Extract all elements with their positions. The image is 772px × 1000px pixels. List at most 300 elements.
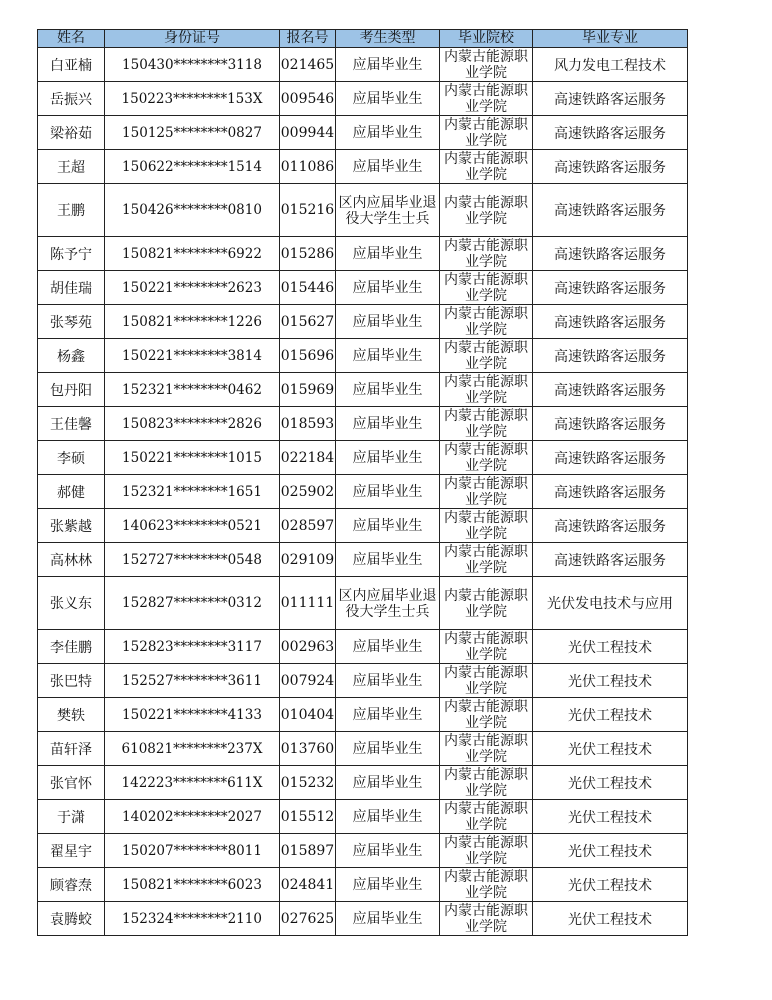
cell-name (38, 800, 105, 834)
cell-name (38, 509, 105, 543)
cell-major-text: 高速铁路客运服务 (554, 91, 666, 108)
cell-name (38, 271, 105, 305)
cell-major-text: 高速铁路客运服务 (554, 484, 666, 501)
cell-major (533, 150, 688, 184)
cell-registration-number (280, 82, 336, 116)
cell-candidate-type (336, 543, 440, 577)
student-roster-table (37, 29, 688, 936)
cell-registration-number-text: 015512 (280, 808, 335, 825)
cell-registration-number-text: 011111 (280, 595, 335, 611)
cell-id-number (105, 150, 280, 184)
cell-school (440, 373, 533, 407)
cell-name-text: 岳振兴 (50, 91, 92, 108)
cell-registration-number-text: 015446 (280, 279, 335, 296)
cell-registration-number (280, 902, 336, 936)
cell-name (38, 373, 105, 407)
cell-name (38, 902, 105, 936)
cell-name (38, 237, 105, 271)
cell-school (440, 732, 533, 766)
cell-id-number-text: 150221********4133 (122, 706, 262, 723)
cell-school (440, 868, 533, 902)
cell-id-number (105, 48, 280, 82)
cell-registration-number-text: 029109 (280, 551, 335, 568)
cell-school-text: 内蒙古能源职业学院 (444, 767, 528, 799)
cell-id-number-text: 150430********3118 (122, 56, 262, 73)
cell-name (38, 150, 105, 184)
cell-school-text: 内蒙古能源职业学院 (444, 903, 528, 935)
cell-name-text: 李佳鹏 (50, 639, 92, 656)
cell-candidate-type (336, 868, 440, 902)
cell-name (38, 339, 105, 373)
cell-major (533, 116, 688, 150)
cell-name-text: 袁腾蛟 (50, 911, 92, 928)
cell-school (440, 407, 533, 441)
table-row (38, 82, 688, 116)
cell-name-text: 张紫越 (50, 518, 92, 535)
cell-registration-number-text: 022184 (280, 449, 335, 466)
cell-major-text: 光伏工程技术 (568, 707, 652, 724)
cell-registration-number (280, 834, 336, 868)
cell-major (533, 902, 688, 936)
cell-candidate-type (336, 305, 440, 339)
cell-id-number-text: 150823********2826 (122, 415, 262, 432)
cell-id-number (105, 305, 280, 339)
cell-registration-number-text: 027625 (280, 910, 335, 927)
cell-school-text: 内蒙古能源职业学院 (444, 587, 528, 620)
cell-school (440, 305, 533, 339)
table-row (38, 732, 688, 766)
table-header-row (38, 30, 688, 48)
cell-id-number (105, 116, 280, 150)
cell-id-number-text: 152321********0462 (122, 381, 262, 398)
cell-id-number (105, 800, 280, 834)
cell-registration-number-text: 024841 (280, 876, 335, 893)
cell-major-text: 光伏工程技术 (568, 809, 652, 826)
cell-major (533, 698, 688, 732)
cell-major-text: 光伏工程技术 (568, 741, 652, 758)
table-row (38, 630, 688, 664)
table-row (38, 339, 688, 373)
cell-id-number-text: 150821********6023 (122, 876, 262, 893)
cell-registration-number (280, 664, 336, 698)
cell-registration-number-text: 011086 (280, 158, 335, 175)
cell-id-number (105, 577, 280, 630)
cell-id-number-text: 152527********3611 (122, 672, 262, 689)
cell-name (38, 82, 105, 116)
cell-school-text: 内蒙古能源职业学院 (444, 238, 528, 270)
cell-registration-number-text: 015897 (280, 842, 335, 859)
cell-school (440, 48, 533, 82)
cell-major-text: 高速铁路客运服务 (554, 450, 666, 467)
cell-school-text: 内蒙古能源职业学院 (444, 442, 528, 474)
cell-school (440, 902, 533, 936)
cell-major-text: 风力发电工程技术 (554, 57, 666, 74)
cell-id-number-text: 610821********237X (121, 740, 263, 757)
cell-registration-number-text: 025902 (280, 483, 335, 500)
header-major: 毕业专业 (533, 30, 688, 48)
cell-id-number-text: 152324********2110 (122, 910, 262, 927)
cell-major (533, 868, 688, 902)
cell-candidate-type-text: 应届毕业生 (352, 159, 423, 175)
cell-candidate-type (336, 150, 440, 184)
cell-candidate-type (336, 271, 440, 305)
cell-candidate-type-text: 区内应届毕业退役大学生士兵 (338, 587, 437, 620)
cell-major (533, 800, 688, 834)
cell-candidate-type (336, 698, 440, 732)
cell-id-number (105, 834, 280, 868)
cell-candidate-type (336, 82, 440, 116)
cell-candidate-type (336, 834, 440, 868)
cell-candidate-type-text: 应届毕业生 (352, 246, 423, 262)
cell-school-text: 内蒙古能源职业学院 (444, 117, 528, 149)
cell-major-text: 高速铁路客运服务 (554, 552, 666, 569)
cell-candidate-type-text: 应届毕业生 (352, 707, 423, 723)
cell-registration-number (280, 373, 336, 407)
table-row (38, 271, 688, 305)
cell-school-text: 内蒙古能源职业学院 (444, 665, 528, 697)
cell-candidate-type (336, 48, 440, 82)
cell-school-text: 内蒙古能源职业学院 (444, 340, 528, 372)
cell-id-number (105, 732, 280, 766)
cell-candidate-type (336, 664, 440, 698)
cell-major (533, 339, 688, 373)
cell-school (440, 441, 533, 475)
cell-major (533, 441, 688, 475)
cell-school (440, 475, 533, 509)
cell-name-text: 杨鑫 (57, 348, 85, 365)
cell-registration-number-text: 007924 (280, 672, 335, 689)
cell-candidate-type-text: 应届毕业生 (352, 348, 423, 364)
cell-name (38, 407, 105, 441)
cell-registration-number (280, 48, 336, 82)
cell-registration-number (280, 407, 336, 441)
cell-major (533, 48, 688, 82)
cell-name (38, 698, 105, 732)
table-row (38, 868, 688, 902)
cell-registration-number-text: 002963 (280, 638, 335, 655)
cell-school-text: 内蒙古能源职业学院 (444, 631, 528, 663)
cell-school (440, 150, 533, 184)
cell-major-text: 光伏工程技术 (568, 673, 652, 690)
cell-school-text: 内蒙古能源职业学院 (444, 374, 528, 406)
cell-candidate-type (336, 475, 440, 509)
cell-registration-number-text: 009944 (280, 124, 335, 141)
cell-school (440, 339, 533, 373)
table-row (38, 150, 688, 184)
cell-school-text: 内蒙古能源职业学院 (444, 544, 528, 576)
table-row (38, 766, 688, 800)
cell-candidate-type-text: 应届毕业生 (352, 280, 423, 296)
cell-registration-number (280, 577, 336, 630)
cell-id-number-text: 150622********1514 (122, 158, 262, 175)
cell-name (38, 116, 105, 150)
cell-id-number (105, 902, 280, 936)
cell-registration-number-text: 028597 (280, 517, 335, 534)
cell-candidate-type-text: 应届毕业生 (352, 91, 423, 107)
cell-registration-number (280, 150, 336, 184)
cell-id-number (105, 339, 280, 373)
cell-name-text: 苗轩泽 (50, 741, 92, 758)
cell-registration-number (280, 271, 336, 305)
cell-school-text: 内蒙古能源职业学院 (444, 194, 528, 227)
cell-name (38, 630, 105, 664)
cell-major (533, 834, 688, 868)
cell-id-number-text: 150221********2623 (122, 279, 262, 296)
cell-candidate-type-text: 区内应届毕业退役大学生士兵 (338, 194, 437, 227)
cell-name-text: 陈予宁 (50, 246, 92, 263)
cell-major-text: 高速铁路客运服务 (554, 246, 666, 263)
cell-school-text: 内蒙古能源职业学院 (444, 306, 528, 338)
cell-registration-number (280, 441, 336, 475)
cell-major-text: 光伏发电技术与应用 (547, 596, 673, 612)
cell-major (533, 543, 688, 577)
cell-candidate-type-text: 应届毕业生 (352, 552, 423, 568)
cell-name-text: 张义东 (50, 596, 92, 612)
cell-name (38, 577, 105, 630)
cell-name-text: 郝健 (57, 484, 85, 501)
cell-id-number-text: 150821********6922 (122, 245, 262, 262)
table-row (38, 800, 688, 834)
cell-name (38, 475, 105, 509)
cell-name-text: 张巴特 (50, 673, 92, 690)
cell-school-text: 内蒙古能源职业学院 (444, 801, 528, 833)
cell-id-number-text: 150207********8011 (122, 842, 262, 859)
cell-school-text: 内蒙古能源职业学院 (444, 408, 528, 440)
cell-candidate-type-text: 应届毕业生 (352, 877, 423, 893)
cell-candidate-type (336, 577, 440, 630)
cell-candidate-type-text: 应届毕业生 (352, 450, 423, 466)
cell-school (440, 577, 533, 630)
table-row (38, 305, 688, 339)
table-row (38, 441, 688, 475)
cell-candidate-type (336, 509, 440, 543)
cell-id-number (105, 82, 280, 116)
table-row (38, 373, 688, 407)
cell-major (533, 630, 688, 664)
cell-id-number-text: 142223********611X (121, 774, 263, 791)
cell-registration-number (280, 868, 336, 902)
cell-candidate-type-text: 应届毕业生 (352, 673, 423, 689)
cell-registration-number-text: 015696 (280, 347, 335, 364)
cell-id-number-text: 150223********153X (121, 90, 263, 107)
cell-registration-number-text: 013760 (280, 740, 335, 757)
cell-school (440, 271, 533, 305)
cell-candidate-type (336, 630, 440, 664)
cell-id-number-text: 150221********3814 (122, 347, 262, 364)
cell-id-number (105, 868, 280, 902)
cell-major (533, 271, 688, 305)
cell-id-number (105, 475, 280, 509)
cell-major-text: 高速铁路客运服务 (554, 518, 666, 535)
cell-candidate-type-text: 应届毕业生 (352, 484, 423, 500)
table-row (38, 407, 688, 441)
table-row (38, 509, 688, 543)
cell-name (38, 305, 105, 339)
cell-id-number-text: 150221********1015 (122, 449, 262, 466)
cell-name-text: 翟星宇 (50, 843, 92, 860)
cell-school-text: 内蒙古能源职业学院 (444, 83, 528, 115)
cell-candidate-type-text: 应届毕业生 (352, 125, 423, 141)
table-row (38, 184, 688, 237)
table-row (38, 237, 688, 271)
cell-id-number-text: 150125********0827 (122, 124, 262, 141)
cell-candidate-type (336, 116, 440, 150)
cell-id-number-text: 150426********0810 (122, 202, 262, 218)
cell-major (533, 82, 688, 116)
cell-school (440, 82, 533, 116)
cell-name-text: 张琴苑 (50, 314, 92, 331)
cell-registration-number-text: 018593 (280, 415, 335, 432)
cell-major-text: 高速铁路客运服务 (554, 159, 666, 176)
cell-name (38, 834, 105, 868)
cell-candidate-type (336, 407, 440, 441)
cell-candidate-type (336, 902, 440, 936)
cell-id-number (105, 509, 280, 543)
cell-registration-number (280, 630, 336, 664)
cell-registration-number (280, 800, 336, 834)
cell-major-text: 光伏工程技术 (568, 843, 652, 860)
cell-school-text: 内蒙古能源职业学院 (444, 510, 528, 542)
cell-major-text: 光伏工程技术 (568, 911, 652, 928)
cell-major-text: 光伏工程技术 (568, 639, 652, 656)
cell-id-number-text: 150821********1226 (122, 313, 262, 330)
cell-id-number-text: 140623********0521 (122, 517, 262, 534)
header-registration-number: 报名号 (280, 30, 336, 48)
cell-name-text: 王超 (57, 159, 85, 176)
cell-registration-number (280, 732, 336, 766)
cell-id-number (105, 184, 280, 237)
cell-major (533, 373, 688, 407)
cell-candidate-type (336, 339, 440, 373)
cell-registration-number (280, 237, 336, 271)
cell-name-text: 李硕 (57, 450, 85, 467)
cell-registration-number (280, 543, 336, 577)
cell-major (533, 577, 688, 630)
cell-candidate-type-text: 应届毕业生 (352, 518, 423, 534)
cell-candidate-type (336, 766, 440, 800)
cell-id-number (105, 698, 280, 732)
cell-major-text: 高速铁路客运服务 (554, 382, 666, 399)
cell-name-text: 张官怀 (50, 775, 92, 792)
cell-school (440, 630, 533, 664)
cell-id-number (105, 271, 280, 305)
cell-school-text: 内蒙古能源职业学院 (444, 151, 528, 183)
cell-name-text: 白亚楠 (50, 57, 92, 74)
cell-name (38, 664, 105, 698)
cell-name-text: 于潇 (57, 809, 85, 826)
cell-id-number-text: 152827********0312 (122, 595, 262, 611)
cell-major (533, 305, 688, 339)
cell-name (38, 543, 105, 577)
cell-school (440, 509, 533, 543)
cell-major-text: 高速铁路客运服务 (554, 314, 666, 331)
header-candidate-type: 考生类型 (336, 30, 440, 48)
cell-candidate-type-text: 应届毕业生 (352, 843, 423, 859)
cell-registration-number-text: 010404 (280, 706, 335, 723)
cell-id-number (105, 543, 280, 577)
cell-candidate-type (336, 373, 440, 407)
cell-major (533, 237, 688, 271)
cell-name (38, 48, 105, 82)
cell-candidate-type-text: 应届毕业生 (352, 314, 423, 330)
cell-major-text: 高速铁路客运服务 (554, 348, 666, 365)
table-row (38, 48, 688, 82)
cell-id-number (105, 664, 280, 698)
cell-registration-number (280, 766, 336, 800)
cell-school-text: 内蒙古能源职业学院 (444, 49, 528, 81)
cell-major (533, 664, 688, 698)
cell-school-text: 内蒙古能源职业学院 (444, 733, 528, 765)
cell-name (38, 766, 105, 800)
cell-major-text: 高速铁路客运服务 (554, 203, 666, 219)
cell-registration-number-text: 015627 (280, 313, 335, 330)
cell-id-number (105, 441, 280, 475)
cell-registration-number-text: 015969 (280, 381, 335, 398)
cell-candidate-type-text: 应届毕业生 (352, 639, 423, 655)
cell-id-number-text: 152727********0548 (122, 551, 262, 568)
cell-major-text: 高速铁路客运服务 (554, 280, 666, 297)
cell-school-text: 内蒙古能源职业学院 (444, 835, 528, 867)
cell-school (440, 543, 533, 577)
cell-major-text: 高速铁路客运服务 (554, 416, 666, 433)
cell-major (533, 184, 688, 237)
cell-major (533, 407, 688, 441)
cell-school (440, 800, 533, 834)
cell-name-text: 樊轶 (57, 707, 85, 724)
cell-candidate-type-text: 应届毕业生 (352, 416, 423, 432)
cell-major (533, 509, 688, 543)
cell-id-number (105, 407, 280, 441)
cell-school (440, 766, 533, 800)
cell-school-text: 内蒙古能源职业学院 (444, 699, 528, 731)
cell-name-text: 王鹏 (57, 203, 85, 219)
cell-name-text: 包丹阳 (50, 382, 92, 399)
cell-registration-number (280, 305, 336, 339)
cell-registration-number-text: 021465 (280, 56, 335, 73)
cell-id-number-text: 152823********3117 (122, 638, 262, 655)
cell-candidate-type-text: 应届毕业生 (352, 809, 423, 825)
cell-school (440, 698, 533, 732)
cell-candidate-type (336, 184, 440, 237)
cell-registration-number (280, 698, 336, 732)
cell-id-number (105, 373, 280, 407)
cell-candidate-type-text: 应届毕业生 (352, 775, 423, 791)
cell-school-text: 内蒙古能源职业学院 (444, 476, 528, 508)
cell-candidate-type-text: 应届毕业生 (352, 382, 423, 398)
cell-name-text: 梁裕茹 (50, 125, 92, 142)
cell-registration-number (280, 116, 336, 150)
cell-school (440, 184, 533, 237)
cell-major (533, 475, 688, 509)
cell-id-number (105, 630, 280, 664)
cell-name-text: 顾睿焘 (50, 877, 92, 894)
header-id-number: 身份证号 (105, 30, 280, 48)
cell-major-text: 光伏工程技术 (568, 877, 652, 894)
cell-candidate-type-text: 应届毕业生 (352, 57, 423, 73)
cell-major (533, 732, 688, 766)
cell-registration-number-text: 015232 (280, 774, 335, 791)
header-school: 毕业院校 (440, 30, 533, 48)
table-row (38, 577, 688, 630)
cell-registration-number (280, 475, 336, 509)
cell-school (440, 664, 533, 698)
cell-school-text: 内蒙古能源职业学院 (444, 272, 528, 304)
table-row (38, 116, 688, 150)
cell-candidate-type (336, 732, 440, 766)
cell-name-text: 高林林 (50, 552, 92, 569)
cell-name-text: 王佳馨 (50, 416, 92, 433)
cell-candidate-type (336, 441, 440, 475)
